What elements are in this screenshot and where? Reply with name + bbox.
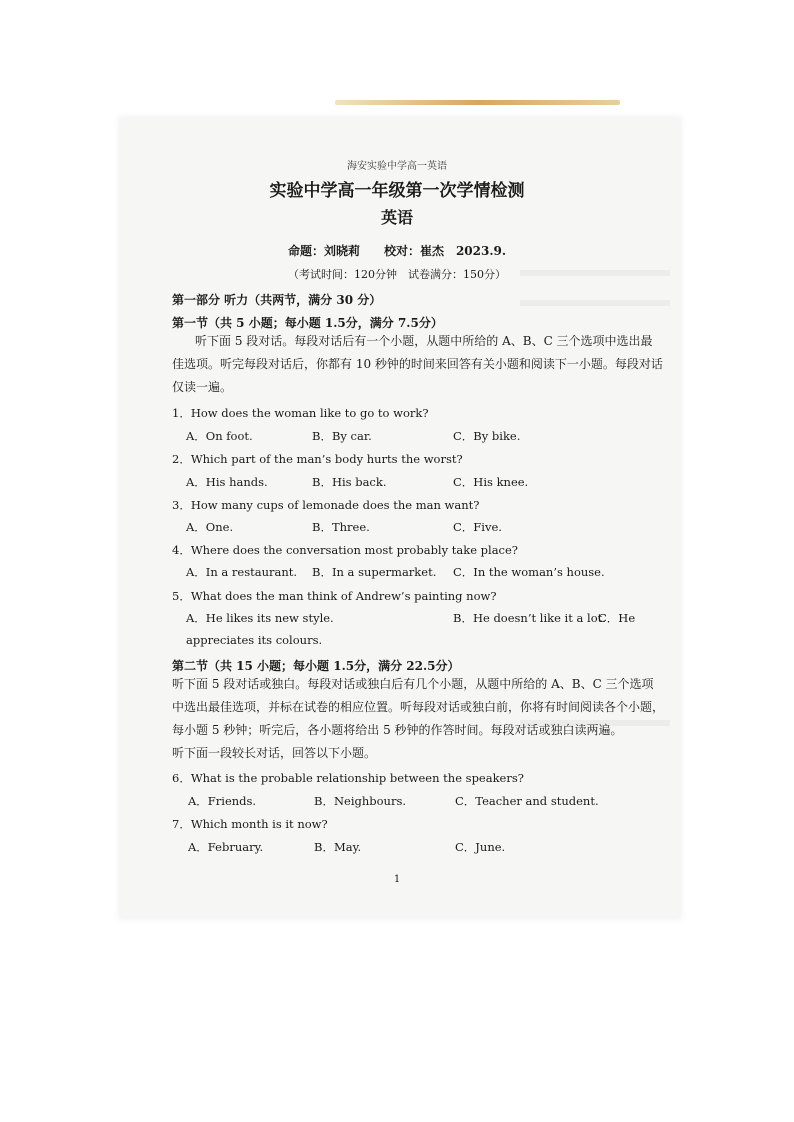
option-c: C．Teacher and student. bbox=[455, 794, 599, 808]
option-a: A．In a restaurant. bbox=[186, 565, 298, 579]
option-c: C．June. bbox=[455, 840, 506, 854]
option-a: A．February. bbox=[188, 840, 264, 854]
question-stem: 4．Where does the conversation most probably take place? bbox=[172, 543, 518, 557]
question-stem: 5．What does the man think of Andrew’s painting now? bbox=[172, 589, 497, 603]
section1-instruction-line: 佳选项。听完每段对话后，你都有 10 秒钟的时间来回答有关小题和阅读下一小题。每段对话 bbox=[172, 357, 663, 371]
exam-subject: 英语 bbox=[380, 208, 413, 227]
option-b: B．In a supermarket. bbox=[312, 565, 437, 579]
page-number: 1 bbox=[393, 874, 401, 885]
question-stem: 1．How does the woman like to go to work? bbox=[172, 406, 429, 420]
option-a: A．One. bbox=[186, 520, 234, 534]
section1-instruction-line: 听下面 5 段对话。每段对话后有一个小题，从题中所给的 A、B、C 三个选项中选出最 bbox=[195, 334, 653, 348]
option-a: A．His hands. bbox=[186, 475, 268, 489]
part1-heading: 第一部分 听力（共两节，满分 30 分） bbox=[172, 293, 382, 307]
option-c: C．By bike. bbox=[453, 429, 521, 443]
question-stem: 3．How many cups of lemonade does the man want? bbox=[172, 498, 480, 512]
option-b: B．His back. bbox=[312, 475, 387, 489]
option-b: B．May. bbox=[314, 840, 362, 854]
section2-instruction-line: 每小题 5 秒钟；听完后，各小题将给出 5 秒钟的作答时间。每段对话或独白读两遍。 bbox=[172, 723, 623, 737]
option-c: C．In the woman’s house. bbox=[453, 565, 605, 579]
option-a: A．He likes its new style. bbox=[186, 611, 334, 625]
option-b: B．By car. bbox=[312, 429, 372, 443]
option-b: B．Neighbours. bbox=[314, 794, 407, 808]
section2-instruction-line: 听下面一段较长对话，回答以下小题。 bbox=[172, 746, 377, 760]
section2-heading: 第二节（共 15 小题；每小题 1.5分，满分 22.5分） bbox=[172, 659, 460, 673]
section2-instruction-line: 中选出最佳选项，并标在试卷的相应位置。听每段对话或独白前，你将有时间阅读各个小题， bbox=[172, 700, 665, 714]
exam-title: 实验中学高一年级第一次学情检测 bbox=[269, 181, 525, 201]
option-b: B．He doesn’t like it a lot. bbox=[453, 611, 606, 625]
option-a: A．Friends. bbox=[188, 794, 257, 808]
school-header: 海安实验中学高一英语 bbox=[347, 161, 447, 172]
option-c: C．Five. bbox=[453, 520, 502, 534]
option-a: A．On foot. bbox=[186, 429, 253, 443]
exam-info: （考试时间：120分钟 试卷满分：150分） bbox=[288, 268, 506, 281]
section1-instruction-line: 仅读一遍。 bbox=[172, 380, 233, 394]
question-stem: 7．Which month is it now? bbox=[172, 817, 328, 831]
question-stem: 6．What is the probable relationship between the speakers? bbox=[172, 771, 524, 785]
option-b: B．Three. bbox=[312, 520, 370, 534]
exam-authors: 命题：刘晓莉 校对：崔杰 2023.9. bbox=[287, 244, 507, 258]
option-c: C．His knee. bbox=[453, 475, 529, 489]
section1-heading: 第一节（共 5 小题；每小题 1.5分，满分 7.5分） bbox=[172, 316, 443, 330]
option-c: C．He bbox=[598, 611, 636, 625]
option-c-continued: appreciates its colours. bbox=[186, 633, 323, 647]
question-stem: 2．Which part of the man’s body hurts the worst? bbox=[172, 452, 463, 466]
section2-instruction-line: 听下面 5 段对话或独白。每段对话或独白后有几个小题，从题中所给的 A、B、C 三个选项 bbox=[172, 677, 654, 691]
